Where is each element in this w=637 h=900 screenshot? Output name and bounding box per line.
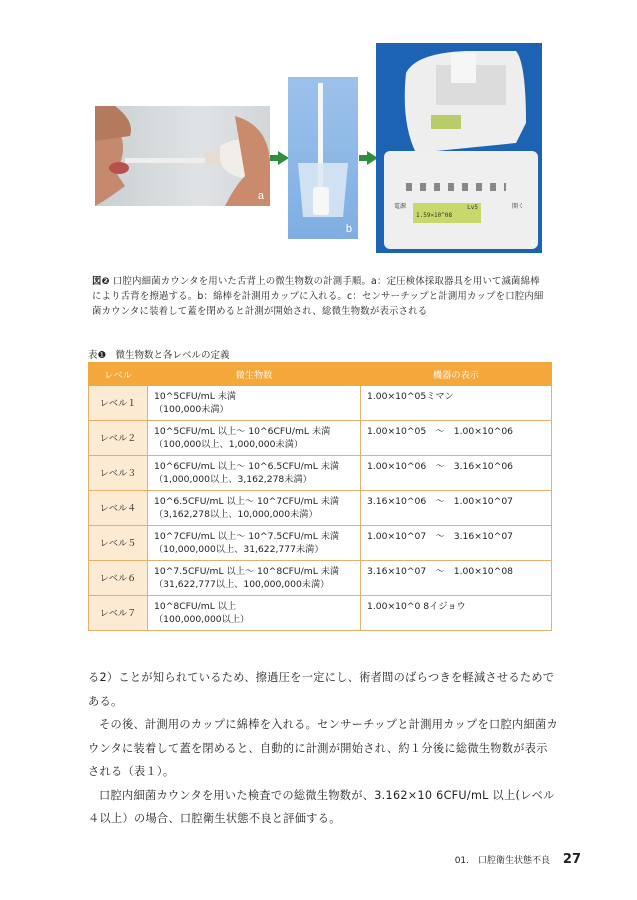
table-row [89,561,552,596]
row-count-number: （100,000未満） [154,404,229,415]
device-screen [413,203,481,223]
paragraph-1: る2）ことが知られているため、擦過圧を一定にし、術者間のばらつきを軽減させるためである。 [88,671,555,708]
page-number: 27 [562,852,581,867]
row-level: レベル３ [89,456,148,491]
row-count-number: （100,000,000以上） [154,614,250,625]
row-display: 1.00×10^06 〜 3.16×10^06 [361,456,552,491]
table-row [89,526,552,561]
row-display: 3.16×10^06 〜 1.00×10^07 [361,491,552,526]
level-table [88,362,552,631]
row-level: レベル６ [89,561,148,596]
device-screen-level: Lv5 [467,204,478,211]
body-text [88,666,558,831]
photo-c-bacteria-counter [376,43,542,253]
row-count [148,421,361,456]
photo-b-measurement-cup [288,77,358,239]
device-screen-count: 1.59×10^08 [416,212,453,219]
row-level: レベル２ [89,421,148,456]
photo-b-illustration [288,77,358,239]
row-count [148,561,361,596]
row-count-cfu: 10^7CFU/mL 以上〜 10^7.5CFU/mL 未満 [154,531,340,542]
row-level: レベル４ [89,491,148,526]
row-display: 1.00×10^05ミマン [361,386,552,421]
row-count [148,456,361,491]
row-count [148,526,361,561]
row-display: 1.00×10^07 〜 3.16×10^07 [361,526,552,561]
row-level: レベル１ [89,386,148,421]
row-count-number: （100,000以上、1,000,000未満） [154,439,304,450]
photo-label-a: a [257,190,264,202]
device-open-button: 開く [512,203,525,210]
row-count [148,491,361,526]
row-display: 1.00×10^0 8イジョウ [361,596,552,631]
table-title: 表❶ 微生物数と各レベルの定義 [88,350,230,361]
photo-label-c: c [530,237,536,249]
table-row [89,491,552,526]
figure-number: 図❷ [92,276,110,287]
table-row [89,386,552,421]
row-count-cfu: 10^5CFU/mL 未満 [154,391,237,402]
table-row [89,456,552,491]
paragraph-3: 口腔内細菌カウンタを用いた検査での総微生物数が、3.162×10 6CFU/mL 以上(レベル４以上）の場合、口腔衛生状態不良と評価する。 [88,788,555,825]
figure-caption [92,274,547,319]
row-count-cfu: 10^7.5CFU/mL 以上〜 10^8CFU/mL 未満 [154,566,340,577]
row-display: 1.00×10^05 〜 1.00×10^06 [361,421,552,456]
table-row [89,421,552,456]
row-count-cfu: 10^6CFU/mL 以上〜 10^6.5CFU/mL 未満 [154,461,340,472]
row-count-cfu: 10^8CFU/mL 以上 [154,601,237,612]
photo-a-illustration [95,106,270,206]
table-body [89,386,552,631]
figure-caption-text: 口腔内細菌カウンタを用いた舌背上の微生物数の計測手順。a：定圧検体採取器具を用いて滅菌綿棒により舌背を擦過する。b：綿棒を計測用カップに入れる。c：センサーチップと計測用カップを口腔内細菌カウンタに装着して蓋を閉めると計測が開始され、総微生物数が表示される [92,276,544,317]
row-count [148,386,361,421]
row-count-number: （1,000,000以上、3,162,278未満） [154,474,312,485]
paragraph-2: その後、計測用のカップに綿棒を入れる。センサーチップと計測用カップを口腔内細菌カウンタに装着して蓋を閉めると、自動的に計測が開始され、約１分後に総微生物数が表示される（表１）。 [88,718,558,778]
photo-a-tongue-swab [95,106,270,206]
row-display: 3.16×10^07 〜 1.00×10^08 [361,561,552,596]
device-power-button: 電源 [394,203,407,210]
table-header-row [89,363,552,386]
row-count-number: （10,000,000以上、31,622,777未満） [154,544,324,555]
row-count-cfu: 10^6.5CFU/mL 以上〜 10^7CFU/mL 未満 [154,496,340,507]
row-count [148,596,361,631]
row-count-cfu: 10^5CFU/mL 以上〜 10^6CFU/mL 未満 [154,426,331,437]
photo-label-b: b [345,223,352,235]
table-header-display: 機器の表示 [361,363,552,386]
footer-section: 01. 口腔衛生状態不良 [454,856,551,866]
row-level: レベル５ [89,526,148,561]
table-header-count: 微生物数 [148,363,361,386]
page-footer [455,852,581,867]
table-header-level: レベル [89,363,148,386]
row-count-number: （3,162,278以上、10,000,000未満） [154,509,318,520]
device-level-lights [406,183,506,191]
row-count-number: （31,622,777以上、100,000,000未満） [154,579,330,590]
row-level: レベル７ [89,596,148,631]
table-row [89,596,552,631]
